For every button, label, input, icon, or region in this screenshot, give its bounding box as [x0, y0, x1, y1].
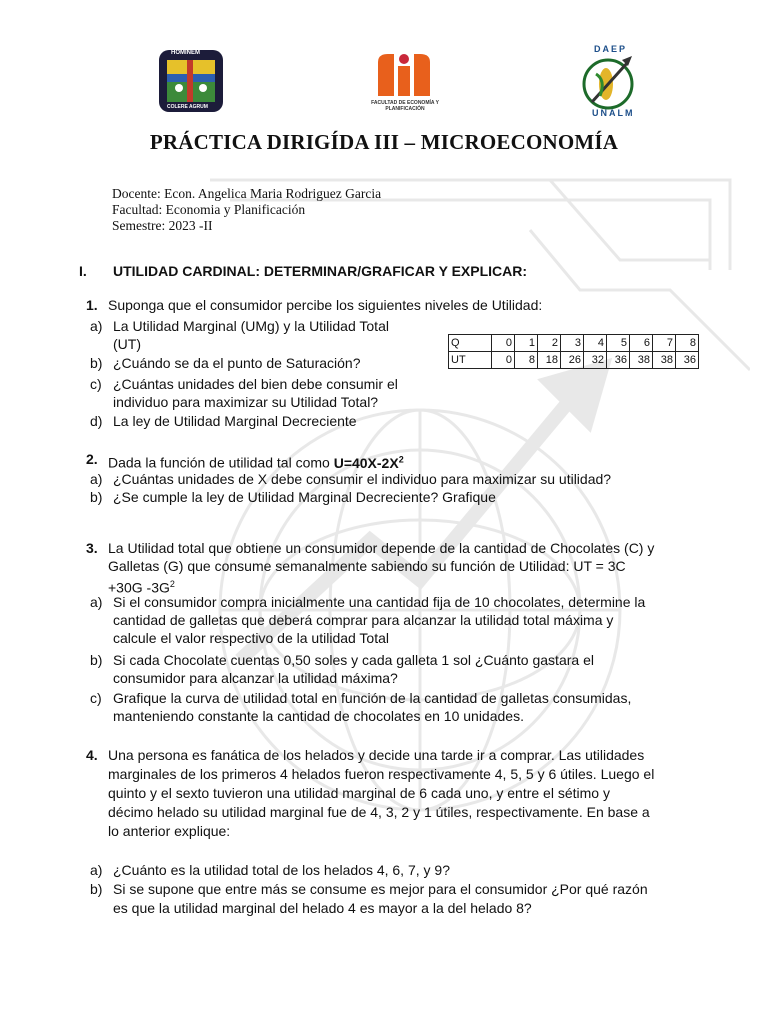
q4-line2: marginales de los primeros 4 helados fueron respectivamente 4, 5, 5 y 6 útiles. Luego el — [108, 766, 655, 782]
q2-b-label: b) — [90, 489, 103, 505]
seal-text-top: HOMINEM — [171, 50, 200, 56]
table-cell: 5 — [607, 335, 630, 352]
q2-number: 2. — [86, 451, 98, 467]
q1-d: La ley de Utilidad Marginal Decreciente — [113, 413, 357, 429]
q3-line2: Galletas (G) que consume semanalmente sabiendo su función de Utilidad: UT = 3C — [108, 558, 626, 574]
q3-b-line2: consumidor para alcanzar la utilidad máxima? — [113, 670, 398, 686]
q4-line4: décimo helado su utilidad marginal fue de 4, 3, 2 y 1 útiles, respectivamente. En base a — [108, 804, 650, 820]
table-cell: 3 — [561, 335, 584, 352]
q2-a: ¿Cuántas unidades de X debe consumir el individuo para maximizar su utilidad? — [113, 471, 612, 487]
q4-line3: quinto y el sexto tuvieron una utilidad marginal de 6 cada uno, y entre el sétimo y — [108, 785, 610, 801]
table-cell: 36 — [607, 352, 630, 369]
q4-line1: Una persona es fanática de los helados y decide una tarde ir a comprar. Las utilidades — [108, 747, 645, 763]
q2-a-label: a) — [90, 471, 103, 487]
q4-a: ¿Cuánto es la utilidad total de los helados 4, 6, 7, y 9? — [113, 862, 450, 878]
daep-text: DAEP — [594, 44, 628, 54]
section-number: I. — [79, 263, 87, 279]
q1-a-label: a) — [90, 318, 103, 334]
q4-b-line2: es que la utilidad marginal del helado 4 es mayor a la del helado 8? — [113, 900, 532, 916]
q3-b-line1: Si cada Chocolate cuentas 0,50 soles y cada galleta 1 sol ¿Cuánto gastara el — [113, 652, 594, 668]
q1-a-line1: La Utilidad Marginal (UMg) y la Utilidad Total — [113, 318, 389, 334]
q3-a-line3: calcule el valor respectivo de la utilidad Total — [113, 630, 390, 646]
q4-a-label: a) — [90, 862, 103, 878]
table-header-ut: UT — [449, 352, 492, 369]
q3-c-line1: Grafique la curva de utilidad total en función de la cantidad de galletas consumidas, — [113, 690, 632, 706]
q1-c-label: c) — [90, 376, 102, 392]
table-header-q: Q — [449, 335, 492, 352]
faculty-logo-text: FACULTAD DE ECONOMÍA Y PLANIFICACIÓN — [371, 100, 439, 112]
daep-unalm-logo — [570, 44, 646, 120]
table-row-q — [449, 335, 699, 352]
q2-statement — [108, 450, 404, 472]
q1-text: Suponga que el consumidor percibe los siguientes niveles de Utilidad: — [108, 297, 543, 313]
q2-formula-base: U=40X-2X — [333, 454, 399, 471]
q1-c-line2: individuo para maximizar su Utilidad Total? — [113, 394, 379, 410]
q4-b-line1: Si se supone que entre más se consume es mejor para el consumidor ¿Por qué razón — [113, 881, 648, 897]
q3-line1: La Utilidad total que obtiene un consumidor depende de la cantidad de Chocolates (C) y — [108, 540, 655, 556]
table-cell: 26 — [561, 352, 584, 369]
q3-b-label: b) — [90, 652, 103, 668]
utility-table — [448, 334, 699, 369]
q2-b: ¿Se cumple la ley de Utilidad Marginal Decreciente? Grafique — [113, 489, 496, 505]
table-cell: 32 — [584, 352, 607, 369]
table-cell: 0 — [492, 335, 515, 352]
q4-line5: lo anterior explique: — [108, 823, 231, 839]
table-cell: 18 — [538, 352, 561, 369]
q1-d-label: d) — [90, 413, 103, 429]
table-cell: 38 — [653, 352, 676, 369]
seal-text-bottom: COLERE AGRUM — [167, 104, 208, 110]
q1-a-line2: (UT) — [113, 336, 141, 352]
q3-a-line2: cantidad de galletas que deberá comprar para alcanzar la utilidad total máxima y — [113, 612, 614, 628]
semestre-line: Semestre: 2023 -II — [112, 218, 213, 233]
table-cell: 36 — [676, 352, 699, 369]
q4-number: 4. — [86, 747, 98, 763]
q2-formula — [334, 455, 404, 471]
q3-number: 3. — [86, 540, 98, 556]
q3-line3-exponent: 2 — [169, 579, 175, 589]
q2-text: Dada la función de utilidad tal como — [108, 454, 330, 471]
unalm-text: UNALM — [592, 108, 635, 118]
q3-a-label: a) — [90, 594, 103, 610]
table-cell: 8 — [515, 352, 538, 369]
faculty-logo — [360, 52, 450, 118]
university-seal-logo — [157, 48, 225, 114]
q4-b-label: b) — [90, 881, 103, 897]
q3-c-label: c) — [90, 690, 102, 706]
q1-b-label: b) — [90, 355, 103, 371]
q1-b: ¿Cuándo se da el punto de Saturación? — [113, 355, 361, 371]
facultad-line: Facultad: Economia y Planificación — [112, 202, 306, 217]
q1-number: 1. — [86, 297, 98, 313]
q3-line3-text: +30G -3G — [108, 579, 170, 596]
table-cell: 6 — [630, 335, 653, 352]
table-cell: 7 — [653, 335, 676, 352]
table-cell: 1 — [515, 335, 538, 352]
q2-formula-exponent: 2 — [398, 454, 404, 464]
docente-line: Docente: Econ. Angelica Maria Rodriguez Garcia — [112, 186, 382, 201]
table-cell: 38 — [630, 352, 653, 369]
q3-c-line2: manteniendo constante la cantidad de chocolates en 10 unidades. — [113, 708, 524, 724]
table-row-ut — [449, 352, 699, 369]
table-cell: 8 — [676, 335, 699, 352]
q1-c-line1: ¿Cuántas unidades del bien debe consumir el — [113, 376, 398, 392]
q3-a-line1: Si el consumidor compra inicialmente una cantidad fija de 10 chocolates, determine la — [113, 594, 646, 610]
table-cell: 4 — [584, 335, 607, 352]
table-cell: 0 — [492, 352, 515, 369]
page-title: PRÁCTICA DIRIGÍDA III – MICROECONOMÍA — [149, 130, 619, 154]
section-title: UTILIDAD CARDINAL: DETERMINAR/GRAFICAR Y EXPLICAR: — [113, 263, 528, 279]
table-cell: 2 — [538, 335, 561, 352]
